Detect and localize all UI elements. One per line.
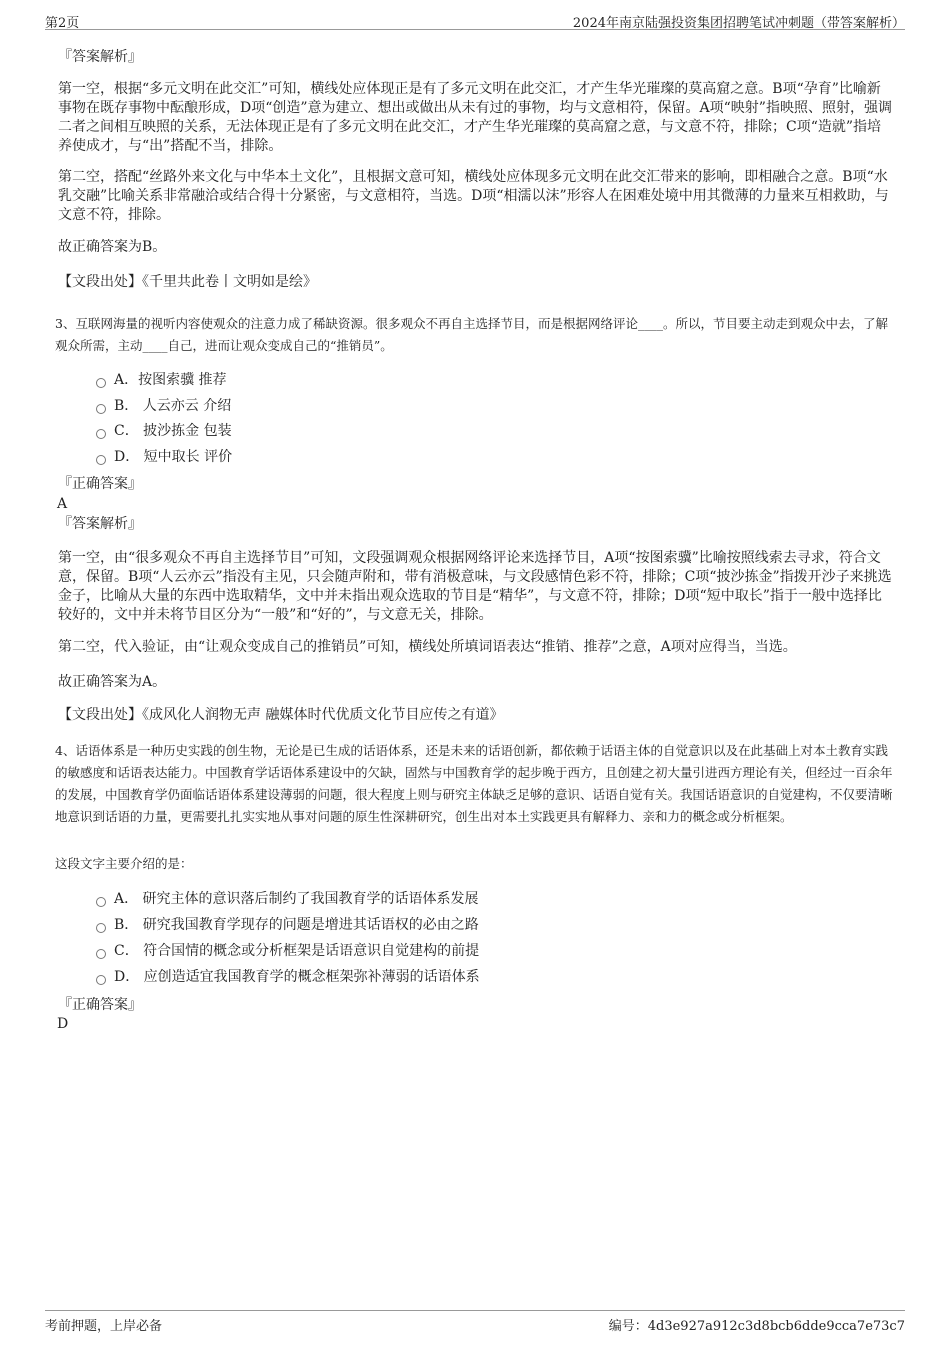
q3-source: 【文段出处】《成风化人润物无声 融媒体时代优质文化节目应传之有道》 [58, 707, 504, 723]
radio-icon[interactable] [96, 949, 106, 959]
q3-answer-label: 『正确答案』 [58, 476, 142, 492]
document-id: 编号：4d3e927a912c3d8bcb6dde9cca7e73c7 [608, 1319, 905, 1334]
q4-answer-label: 『正确答案』 [58, 997, 142, 1013]
radio-icon[interactable] [96, 975, 106, 985]
q3-answer: A [57, 496, 68, 512]
q3-analysis-para2: 第二空，代入验证，由“让观众变成自己的推销员”可知，横线处所填词语表达“推销、推荐”之意，A项对应得当，当选。 [58, 639, 797, 655]
radio-icon[interactable] [96, 378, 106, 388]
radio-icon[interactable] [96, 404, 106, 414]
q4-prompt: 这段文字主要介绍的是： [55, 856, 193, 871]
q3-option-b[interactable] [96, 396, 231, 416]
q4-option-b[interactable] [96, 915, 479, 935]
q2-conclusion: 故正确答案为B。 [58, 239, 167, 255]
q2-analysis-label: 『答案解析』 [58, 49, 142, 65]
radio-icon[interactable] [96, 923, 106, 933]
q3-question: 3、互联网海量的视听内容使观众的注意力成了稀缺资源。很多观众不再自主选择节目，而是根据网络评论____。所以，节目要主动走到观众中去，了解观众所需，主动____自己，进而让观众变成自己的“推销员”。 [55, 316, 888, 353]
option-label: C． 符合国情的概念或分析框架是话语意识自觉建构的前提 [114, 943, 480, 959]
footer-slogan: 考前押题，上岸必备 [45, 1319, 163, 1334]
q2-analysis-para2: 第二空，搭配“丝路外来文化与中华本土文化”，且根据文意可知，横线处应体现多元文明在此交汇带来的影响，即相融合之意。B项“水乳交融”比喻关系非常融洽或结合得十分紧密，与文意相符，当选。D项“相濡以沫”形容人在困难处境中用其微薄的力量来互相救助，与文意不符，排除。 [58, 169, 889, 223]
page-header [45, 0, 905, 30]
radio-icon[interactable] [96, 429, 106, 439]
q4-question: 4、话语体系是一种历史实践的创生物，无论是已生成的话语体系，还是未来的话语创新，都依赖于话语主体的自觉意识以及在此基础上对本土教育实践的敏感度和话语表达能力。中国教育学话语体系建设中的欠缺，固然与中国教育学的起步晚于西方，且创建之初大量引进西方理论有关，但经过一百余年的发展，中国教育学仍面临话语体系建设薄弱的问题，很大程度上则与研究主体缺乏足够的意识、话语自觉有关。我国话语意识的自觉建构，不仅要清晰地意识到话语的力量，更需要扎扎实实地从事对问题的原生性深耕研究，创生出对本土实践更具有解释力、亲和力的概念或分析框架。 [55, 743, 893, 824]
page-number: 第2页 [45, 16, 80, 31]
document-title: 2024年南京陆强投资集团招聘笔试冲刺题（带答案解析） [572, 16, 905, 31]
q3-option-c[interactable] [96, 421, 232, 441]
q3-analysis-para1: 第一空，由“很多观众不再自主选择节目”可知，文段强调观众根据网络评论来选择节目，A项“按图索骥”比喻按照线索去寻求，符合文意，保留。B项“人云亦云”指没有主见，只会随声附和，带有消极意味，与文段感情色彩不符，排除；C项“披沙拣金”指拨开沙子来挑选金子，比喻从大量的东西中选取精华，文中并未指出观众选取的节目是“精华”，与文意不符，排除；D项“短中取长”指于一般中选择比较好的，文中并未将节目区分为“一般”和“好的”，与文意无关，排除。 [58, 550, 892, 623]
q3-option-d[interactable] [96, 447, 232, 467]
option-label: A．按图索骥 推荐 [114, 372, 227, 388]
option-label: D． 应创造适宜我国教育学的概念框架弥补薄弱的话语体系 [114, 969, 480, 985]
q3-conclusion: 故正确答案为A。 [58, 674, 167, 690]
radio-icon[interactable] [96, 897, 106, 907]
q2-analysis-para1: 第一空，根据“多元文明在此交汇”可知，横线处应体现正是有了多元文明在此交汇，才产生华光璀璨的莫高窟之意。B项“孕育”比喻新事物在既存事物中酝酿形成，D项“创造”意为建立、想出或做出从未有过的事物，均与文意相符，保留。A项“映射”指映照、照射，强调二者之间相互映照的关系，无法体现正是有了多元文明在此交汇，才产生华光璀璨的莫高窟之意，与文意不符，排除；C项“造就”指培养使成才，与“出”搭配不当，排除。 [58, 81, 892, 154]
q3-option-a[interactable] [96, 370, 227, 390]
q3-analysis-label: 『答案解析』 [58, 516, 142, 532]
q4-option-d[interactable] [96, 967, 480, 987]
option-label: B． 研究我国教育学现存的问题是增进其话语权的必由之路 [114, 917, 479, 933]
option-label: C． 披沙拣金 包装 [114, 423, 232, 439]
q4-option-c[interactable] [96, 941, 479, 961]
q2-source: 【文段出处】《千里共此卷丨文明如是绘》 [58, 274, 317, 290]
page-footer [45, 1310, 905, 1340]
option-label: A． 研究主体的意识落后制约了我国教育学的话语体系发展 [114, 891, 479, 907]
option-label: D． 短中取长 评价 [114, 449, 233, 465]
q4-option-a[interactable] [96, 889, 479, 909]
q4-answer: D [57, 1016, 69, 1032]
radio-icon[interactable] [96, 455, 106, 465]
option-label: B． 人云亦云 介绍 [114, 398, 232, 414]
